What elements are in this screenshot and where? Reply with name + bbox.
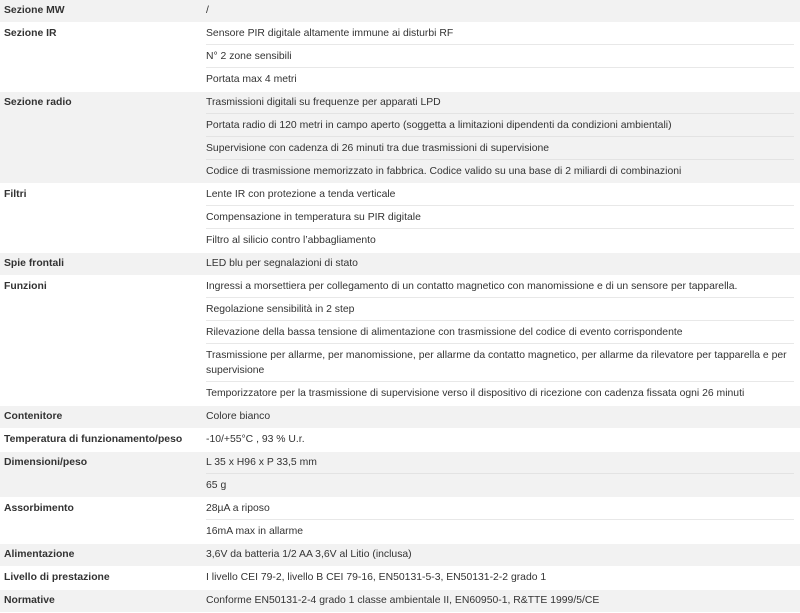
spec-value: 65 g xyxy=(206,473,794,493)
spec-value: -10/+55°C , 93 % U.r. xyxy=(206,434,305,445)
spec-label: Dimensioni/peso xyxy=(0,452,200,498)
spec-label: Filtri xyxy=(0,184,200,253)
spec-value: Ingressi a morsettiera per collegamento di un contatto magnetico con manomissione e di un sensore per tapparella. xyxy=(206,281,738,292)
spec-value: L 35 x H96 x P 33,5 mm xyxy=(206,457,317,468)
spec-value: Regolazione sensibilità in 2 step xyxy=(206,297,794,317)
spec-value: Compensazione in temperatura su PIR digitale xyxy=(206,205,794,225)
spec-values xyxy=(200,567,800,590)
spec-values xyxy=(200,0,800,23)
spec-value: / xyxy=(206,5,209,16)
spec-value: Codice di trasmissione memorizzato in fabbrica. Codice valido su una base di 2 miliardi di combinazioni xyxy=(206,159,794,179)
spec-values xyxy=(200,92,800,184)
spec-value: Rilevazione della bassa tensione di alimentazione con trasmissione del codice di evento corrispondente xyxy=(206,320,794,340)
spec-row xyxy=(0,276,800,406)
spec-value: Temporizzatore per la trasmissione di supervisione verso il dispositivo di ricezione con cadenza fissata ogni 26 minuti xyxy=(206,381,794,401)
spec-label: Contenitore xyxy=(0,406,200,429)
spec-value: Trasmissioni digitali su frequenze per apparati LPD xyxy=(206,97,441,108)
spec-values xyxy=(200,276,800,406)
spec-label: Sezione MW xyxy=(0,0,200,23)
spec-label: Livello di prestazione xyxy=(0,567,200,590)
spec-values xyxy=(200,590,800,613)
spec-row xyxy=(0,184,800,253)
spec-value: Supervisione con cadenza di 26 minuti tra due trasmissioni di supervisione xyxy=(206,136,794,156)
spec-label: Assorbimento xyxy=(0,498,200,544)
spec-value: Filtro al silicio contro l’abbagliamento xyxy=(206,228,794,248)
spec-row xyxy=(0,498,800,544)
spec-values xyxy=(200,429,800,452)
spec-value: 28µA a riposo xyxy=(206,503,270,514)
spec-label: Sezione radio xyxy=(0,92,200,184)
spec-value: N° 2 zone sensibili xyxy=(206,44,794,64)
spec-values xyxy=(200,253,800,276)
spec-label: Normative xyxy=(0,590,200,613)
spec-value: Lente IR con protezione a tenda verticale xyxy=(206,189,396,200)
spec-values xyxy=(200,498,800,544)
spec-value: 3,6V da batteria 1/2 AA 3,6V al Litio (inclusa) xyxy=(206,549,412,560)
spec-value: Sensore PIR digitale altamente immune ai disturbi RF xyxy=(206,28,454,39)
spec-label: Spie frontali xyxy=(0,253,200,276)
spec-value: LED blu per segnalazioni di stato xyxy=(206,258,358,269)
spec-row xyxy=(0,406,800,429)
spec-row xyxy=(0,544,800,567)
spec-label: Sezione IR xyxy=(0,23,200,92)
spec-value: Colore bianco xyxy=(206,411,271,422)
spec-value: Portata max 4 metri xyxy=(206,67,794,87)
spec-values xyxy=(200,23,800,92)
spec-value: Trasmissione per allarme, per manomissione, per allarme da contatto magnetico, per allarme da rilevatore per tapparella e per supervisione xyxy=(206,343,794,378)
spec-label: Alimentazione xyxy=(0,544,200,567)
spec-label: Temperatura di funzionamento/peso xyxy=(0,429,200,452)
spec-row xyxy=(0,23,800,92)
spec-row xyxy=(0,590,800,613)
spec-values xyxy=(200,184,800,253)
spec-label: Funzioni xyxy=(0,276,200,406)
spec-value: Conforme EN50131-2-4 grado 1 classe ambientale II, EN60950-1, R&TTE 1999/5/CE xyxy=(206,595,600,606)
spec-row xyxy=(0,429,800,452)
spec-values xyxy=(200,452,800,498)
spec-values xyxy=(200,544,800,567)
spec-row xyxy=(0,0,800,23)
spec-value: 16mA max in allarme xyxy=(206,519,794,539)
spec-row xyxy=(0,253,800,276)
spec-values xyxy=(200,406,800,429)
spec-value: I livello CEI 79-2, livello B CEI 79-16, EN50131-5-3, EN50131-2-2 grado 1 xyxy=(206,572,547,583)
spec-row xyxy=(0,92,800,184)
spec-value: Portata radio di 120 metri in campo aperto (soggetta a limitazioni dipendenti da condizioni ambientali) xyxy=(206,113,794,133)
spec-row xyxy=(0,452,800,498)
spec-row xyxy=(0,567,800,590)
